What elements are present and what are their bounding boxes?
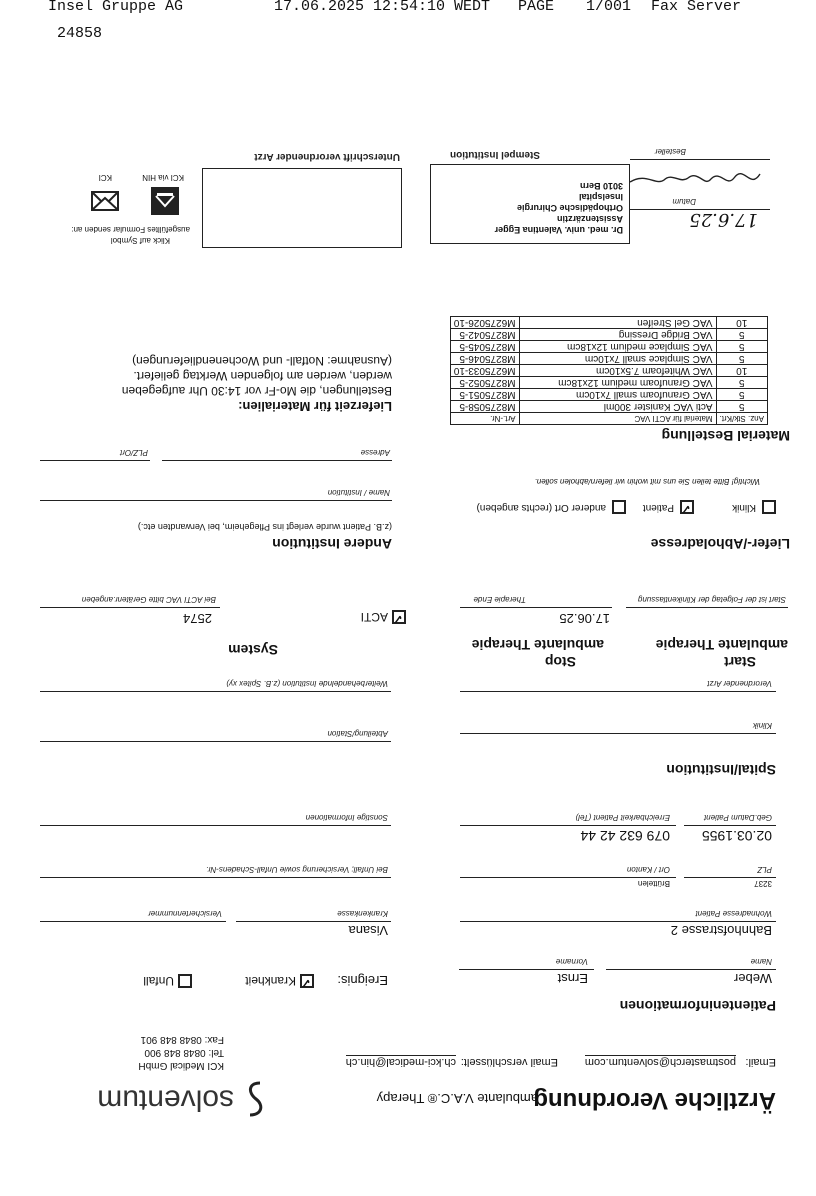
company-fax: Fax: 0848 848 901 [140, 1034, 224, 1045]
versnr-caption: Versichertennummer [148, 909, 222, 918]
material-row [450, 377, 767, 389]
stamp-line1: Dr. med. univ. Valentina Egger [494, 225, 623, 235]
liefer-heading: Liefer-/Abholadresse [650, 536, 790, 552]
stamp-line3: Orthopädische Chirurgie [516, 203, 623, 213]
material-table [450, 316, 768, 425]
brand-logo-icon [97, 1079, 270, 1120]
col-qty-header: Anz. Stk/Krt. [716, 413, 767, 425]
liefer-klinik-checkbox[interactable] [762, 500, 776, 514]
andere-name-caption: Name / Institution [327, 488, 390, 497]
material-qty: 10 [716, 365, 767, 377]
material-desc: VAC Granufoam medium 12x18cm [519, 377, 716, 389]
material-row [450, 317, 767, 329]
ereignis-label: Ereignis: [337, 973, 388, 988]
andere-plz-caption: PLZ/Ort [119, 448, 148, 457]
stamp-box [430, 164, 630, 244]
krankheit-label: Krankheit [245, 974, 296, 988]
patient-phone-caption: Erreichbarkeit Patient (Tel) [575, 813, 670, 822]
fax-server: Fax Server [651, 0, 742, 15]
kci-mail-icon[interactable] [90, 186, 120, 216]
material-desc: VAC Gel Streifen [519, 317, 716, 329]
acti-checkbox[interactable] [392, 610, 406, 624]
start-label: Start [724, 654, 756, 670]
lieferzeit-text [122, 353, 392, 398]
patient-vorname: Ernst [557, 971, 588, 986]
liefer-patient-checkbox[interactable] [680, 500, 694, 514]
serial-caption: Bei ACTI VAC bitte Gerätenr.angeben [81, 595, 216, 604]
send-note-line2: ausgefülltes Formular senden an: [71, 225, 190, 234]
patient-phone: 079 632 42 44 [580, 828, 670, 844]
material-heading: Material Bestellung [661, 428, 790, 444]
material-qty: 5 [716, 353, 767, 365]
fax-page-label: PAGE [518, 0, 555, 15]
unfall-label: Unfall [143, 974, 174, 988]
material-qty: 5 [716, 377, 767, 389]
krankenkasse-value: Visana [348, 923, 388, 938]
signature-date: 17.6.25 [689, 209, 758, 230]
liefer-anderer-checkbox[interactable] [612, 500, 626, 514]
start-caption: Start ist der Folgetag der Klinikentlassung [637, 595, 786, 604]
material-row [450, 365, 767, 377]
patient-ort-caption: Ort / Kanton [626, 865, 670, 874]
patient-plz-caption: PLZ [757, 865, 772, 874]
send-note-line1: Klick auf Symbol [110, 236, 170, 245]
material-row [450, 353, 767, 365]
material-art: M8275052-5 [450, 377, 519, 389]
kci-label: KCI [98, 173, 112, 182]
material-row [450, 341, 767, 353]
abteilung-caption: Abteilung/Station [327, 729, 388, 738]
material-header-row [450, 413, 767, 425]
kci-via-hin-icon[interactable] [150, 186, 180, 216]
fax-datetime: 17.06.2025 12:54:10 WEDT [274, 0, 491, 15]
besteller-signature [624, 162, 764, 192]
form-subtitle: ambulante V.A.C.® Therapy [376, 1091, 538, 1106]
material-art: M8275045-5 [450, 341, 519, 353]
patient-name: Weber [733, 971, 772, 986]
material-qty: 5 [716, 389, 767, 401]
material-row [450, 401, 767, 413]
material-desc: VAC Simplace small 7x10cm [519, 353, 716, 365]
besteller-caption: Besteller [654, 147, 686, 156]
material-art: M6275033-10 [450, 365, 519, 377]
patient-ort: Brüttelen [637, 879, 670, 888]
liefer-anderer-label: anderer Ort (rechts angeben) [476, 502, 606, 513]
material-desc: VAC Simplace medium 12x18cm [519, 341, 716, 353]
liefer-klinik-label: Klinik [732, 502, 756, 513]
material-desc: VAC Granufoam small 7x10cm [519, 389, 716, 401]
stop-sub: ambulante Therapie [471, 637, 604, 653]
patient-address: Bahnhofstrasse 2 [670, 923, 772, 938]
lieferzeit-line2: werden, werden am folgenden Werktag geliefert. [133, 369, 392, 383]
material-art: M8275058-5 [450, 401, 519, 413]
arzt-signature-caption: Unterschrift verordnender Arzt [254, 151, 400, 162]
stop-date: 17.06.25 [559, 611, 610, 626]
stop-label: Stop [544, 654, 576, 670]
patient-name-caption: Name [750, 957, 772, 966]
andere-heading: Andere Institution [272, 536, 392, 552]
patient-dob: 02.03.1955 [701, 828, 772, 844]
email-label: Email: [745, 1056, 776, 1068]
patient-plz: 3237 [754, 879, 772, 888]
andere-adresse-caption: Adresse [360, 448, 390, 457]
weiter-caption: Weiterbehandelnde Institution (z.B. Spitex xy) [226, 679, 388, 688]
email-link[interactable]: postmasterch@solventum.com [584, 1056, 736, 1068]
system-heading: System [228, 642, 278, 658]
lieferzeit-heading: Lieferzeit für Materialien: [238, 399, 392, 414]
stamp-line2: Assistenzärztin [556, 214, 623, 224]
klinik-caption: Klinik [752, 721, 772, 730]
patient-vorname-caption: Vorname [555, 957, 588, 966]
arzt-caption: Verordnender Arzt [707, 679, 772, 688]
patient-heading: Patienteninformationen [619, 998, 776, 1014]
material-art: M6275026-10 [450, 317, 519, 329]
form-title: Ärztliche Verordnung [533, 1087, 776, 1114]
material-art: M8275051-5 [450, 389, 519, 401]
material-qty: 5 [716, 401, 767, 413]
material-art: M8275042-5 [450, 329, 519, 341]
company-name: KCI Medical GmbH [138, 1060, 224, 1071]
col-art-header: Art.-Nr. [450, 413, 519, 425]
stamp-line5: 3010 Bern [579, 181, 623, 191]
spital-heading: Spital/Institution [666, 762, 776, 778]
hin-label: KCI via HIN [142, 173, 184, 182]
patient-address-caption: Wohnadresse Patient [695, 909, 772, 918]
material-qty: 10 [716, 317, 767, 329]
liefer-note: Wichtig! Bitte teilen Sie uns mit wohin wir liefern/abholen sollen. [534, 477, 760, 486]
email-enc-link[interactable]: ch.kci-medical@hin.ch [345, 1056, 456, 1068]
brand-name: solventum [97, 1083, 234, 1117]
material-desc: VAC Bridge Dressing [519, 329, 716, 341]
krankenkasse-caption: Krankenkasse [337, 909, 388, 918]
date-caption: Datum [672, 197, 696, 206]
stamp-line4: Inselspital [578, 192, 623, 202]
sonstige-caption: Sonstige Informationen [305, 813, 388, 822]
liefer-patient-label: Patient [642, 502, 674, 513]
company-tel: Tel: 0848 848 900 [144, 1047, 224, 1058]
material-desc: VAC Whitefoam 7.5x10cm [519, 365, 716, 377]
start-sub: ambulante Therapie [655, 637, 788, 653]
arzt-signature-box[interactable] [202, 168, 402, 248]
fax-page: 1/001 [586, 0, 632, 15]
stamp-caption: Stempel Institution [450, 149, 540, 160]
send-note [71, 224, 190, 246]
unfall-vers-caption: Bei Unfall; Versicherung sowie Unfall-Schadens-Nr. [205, 865, 388, 874]
krankheit-checkbox[interactable] [300, 974, 314, 988]
fax-sender: Insel Gruppe AG [48, 0, 184, 15]
company-block [138, 1033, 224, 1072]
stamp-content [495, 180, 623, 235]
material-row [450, 389, 767, 401]
material-qty: 5 [716, 341, 767, 353]
system-serial: 2574 [183, 611, 212, 626]
stop-caption: Therapie Ende [473, 595, 526, 604]
material-art: M8275046-5 [450, 353, 519, 365]
lieferzeit-line1: Bestellungen, die Mo-Fr vor 14:30 Uhr aufgegeben [121, 384, 392, 398]
material-row [450, 329, 767, 341]
acti-label: ACTI [360, 610, 388, 624]
patient-dob-caption: Geb.Datum Patient [703, 813, 772, 822]
unfall-checkbox[interactable] [178, 974, 192, 988]
andere-note: (z.B. Patient wurde verlegt ins Pflegeheim, bei Verwandten etc.) [137, 522, 392, 532]
col-desc-header: Material für ACTI VAC [519, 413, 716, 425]
material-qty: 5 [716, 329, 767, 341]
lieferzeit-line3: (Ausnahme: Notfall- und Wochenendlieferungen) [132, 354, 392, 368]
material-desc: Acti VAC Kanister 300ml [519, 401, 716, 413]
email-enc-label: Email verschlüsselt: [460, 1056, 558, 1068]
fax-id: 24858 [57, 25, 103, 42]
